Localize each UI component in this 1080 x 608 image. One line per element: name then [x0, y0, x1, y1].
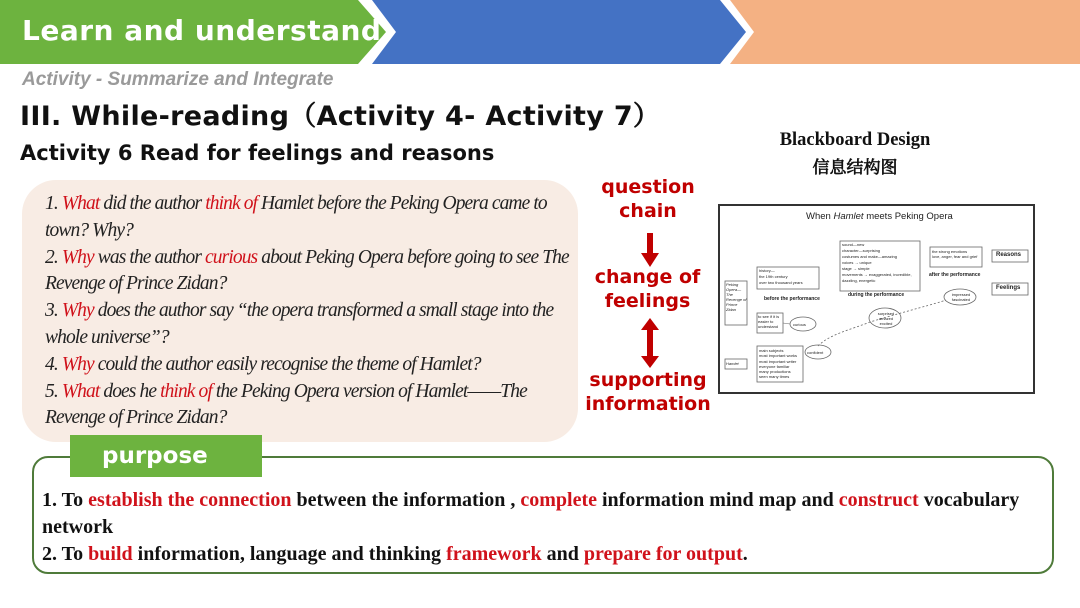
purpose-line-1: 1. To establish the connection between the information , complete information mind map and construct vocabulary network [42, 489, 1020, 538]
subjects-box-label: main subjects most important works most important writer everyone familiar many productions seen many times [759, 348, 798, 380]
double-arrow-icon [640, 318, 660, 368]
connector-line [783, 323, 790, 324]
feelings-label: Feelings [996, 285, 1021, 291]
reasons-label: Reasons [996, 252, 1022, 258]
during-label: during the performance [848, 292, 905, 298]
hamlet-box-label: Hamlet [726, 361, 739, 366]
question-item: 5. What does he think of the Peking Opera version of Hamlet——The Revenge of Prince Zidan? [45, 380, 527, 429]
purpose-line-2: 2. To build information, language and thinking framework and prepare for output. [42, 543, 748, 565]
arrow-down-icon [640, 233, 660, 267]
confident-label: confident [807, 350, 824, 355]
change-of-feelings-label: change of feelings [594, 266, 701, 312]
activity-subtitle: Activity - Summarize and Integrate [22, 69, 334, 90]
question-list [45, 191, 570, 432]
map-title: When Hamlet meets Peking Opera [806, 211, 953, 222]
see-box-label: to see if it is easier to understand [758, 314, 780, 329]
banner-blue-segment [372, 0, 746, 64]
blackboard-subtitle: 信息结构图 [812, 158, 898, 178]
question-item: 1. What did the author think of Hamlet before the Peking Opera came to town? Why? [45, 193, 547, 241]
impressed-label: impressed fascinated [951, 292, 971, 302]
curious-label: curious [793, 322, 806, 327]
history-box-label: history— the 19th century over two thousand years [759, 268, 803, 285]
during-box-label: sound—new character—surprising costumes and make—amazing voices → unique stage → simple movements → exaggerated, incredible, dazzling, energetic [842, 242, 912, 283]
purpose-text [42, 487, 1047, 568]
blackboard-title: Blackboard Design [779, 130, 931, 150]
top-banner [0, 0, 1080, 66]
opera-box-label: Peking Opera— The Revenge of Prince Zidan [726, 282, 747, 312]
supporting-information-label: supporting information [585, 369, 711, 415]
section-title: III. While-reading（Activity 4- Activity 7） [20, 101, 661, 132]
question-item: 2. Why was the author curious about Peking Opera before going to see The Revenge of Prince Zidan? [45, 246, 569, 295]
question-chain-label: question chain [601, 176, 695, 222]
after-label: after the performance [929, 272, 981, 278]
question-item: 4. Why could the author easily recognise the theme of Hamlet? [45, 353, 481, 375]
before-label: before the performance [764, 296, 820, 302]
banner-title: Learn and understand [22, 14, 382, 47]
question-item: 3. Why does the author say “the opera transformed a small stage into the whole universe”? [45, 300, 554, 348]
banner-orange-segment [730, 0, 1080, 64]
surprised-label: surprised amazed excited [877, 311, 895, 326]
after-box-label: the strong emotions love, anger, fear and grief [932, 249, 978, 259]
mind-map-image [718, 204, 1035, 394]
activity-title: Activity 6 Read for feelings and reasons [20, 141, 495, 165]
purpose-tag: purpose [70, 435, 262, 477]
